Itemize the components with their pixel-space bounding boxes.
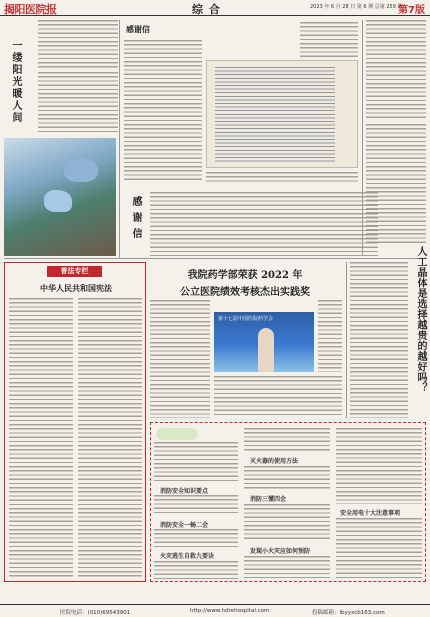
fire-text-col-3a (336, 428, 422, 504)
column-divider-right (362, 20, 363, 256)
law-column-title: 中华人民共和国宪法 (40, 283, 112, 293)
page-number-badge: 第7版 (398, 5, 425, 16)
handwritten-letter-image (206, 60, 358, 168)
thanks-letter-title-2: 感谢信 (130, 196, 141, 244)
fire-safety-badge (156, 428, 198, 440)
issue-date: 2023 年 6 月 28 日 第 6 期 总第 259 期 (310, 4, 403, 10)
main-story-text-right (318, 300, 342, 372)
thanks-letter-text-2 (150, 192, 378, 256)
fire-text-col-3b (336, 518, 422, 578)
poem-title: 一缕阳光暖人间 (10, 40, 21, 124)
fire-text-col-2d (244, 556, 330, 578)
thanks-letter-text-1 (124, 40, 202, 180)
fire-text-col-1b (154, 495, 238, 515)
right-column-text-mid (300, 22, 358, 58)
surgical-cap-shape (64, 158, 98, 182)
masthead-logo: 揭阳医院报 (4, 3, 57, 16)
page-footer (0, 604, 430, 617)
glove-shape (44, 190, 72, 212)
main-story-text-left (150, 300, 210, 418)
fire-text-col-2c (244, 504, 330, 542)
footer-website[interactable]: http://www.hdrehospital.com (190, 608, 270, 614)
fire-item-6: 发现小火灾应如何预防 (250, 548, 311, 555)
poem-text-body (38, 72, 118, 134)
thanks-letter-title-1: 感谢信 (126, 24, 150, 34)
law-column-text-a (9, 298, 73, 578)
fire-item-2: 消防安全一畅二会 (160, 522, 209, 529)
fire-item-3: 火灾逃生自救九要诀 (160, 553, 215, 560)
award-recipient-figure (258, 328, 274, 372)
fire-item-1: 消防安全知识要点 (160, 488, 209, 495)
section-title: 综 合 (192, 3, 221, 16)
law-column-tag: 普法专栏 (47, 266, 102, 277)
fire-text-col-1c (154, 529, 238, 547)
poem-text-top (38, 20, 118, 68)
award-ceremony-photo (214, 312, 314, 372)
fire-text-col-1d (154, 561, 238, 579)
medical-procedure-photo (4, 138, 116, 256)
fire-item-7: 安全用电十大注意事项 (340, 510, 401, 517)
main-headline-line-2: 公立医院绩效考核杰出实践奖 (180, 287, 310, 298)
main-story-text-bottom (214, 376, 342, 418)
fire-text-col-2b (244, 466, 330, 490)
fire-item-5: 消防三懂四会 (250, 496, 287, 503)
ceremony-banner-text: 第十七届中国医院药学会 (218, 316, 274, 322)
right-column-text-top (366, 20, 426, 120)
fire-text-col-1 (154, 442, 238, 482)
side-divider (346, 262, 347, 418)
fire-text-col-2a (244, 428, 330, 452)
side-story-text (350, 262, 408, 418)
fire-item-4: 灭火器的使用方法 (250, 458, 299, 465)
middle-column-text (206, 172, 358, 184)
footer-email[interactable]: 投稿邮箱：lbyyxcb163.com (312, 610, 385, 616)
side-story-headline: 人工晶体是选择越贵的越好吗？ (415, 246, 426, 393)
main-headline-line-1: 我院药学部荣获 2022 年 (187, 270, 303, 281)
column-divider (119, 20, 120, 258)
law-column-text-b (78, 298, 142, 578)
footer-hospital-phone: 医院电话：(010)69543901 (60, 610, 131, 616)
main-story-headline (150, 266, 340, 298)
section-divider (4, 258, 426, 259)
right-column-text-lower (366, 124, 426, 244)
